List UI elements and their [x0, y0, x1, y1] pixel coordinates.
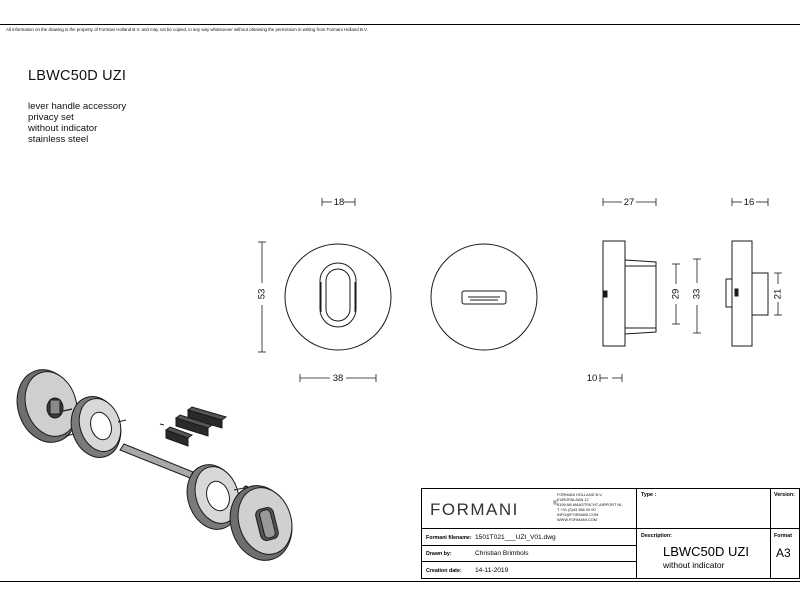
dim-small-width: 16 — [743, 197, 755, 208]
dim-side-inner-height: 29 — [670, 288, 682, 300]
creation-date-value: 14-11-2019 — [475, 567, 509, 574]
filename-value: 1501T021___UZI_V01.dwg — [475, 534, 556, 541]
format-label: Format — [774, 533, 792, 539]
description-line: lever handle accessory — [28, 101, 127, 112]
description-line: without indicator — [28, 123, 98, 134]
filename-label: Formani filename: — [426, 535, 472, 541]
dim-front-slot-width: 18 — [333, 197, 345, 208]
description-subtitle: without indicator — [663, 560, 725, 570]
dim-side-base: 10 — [586, 373, 598, 384]
format-value: A3 — [776, 546, 791, 560]
type-label: Type : — [641, 492, 657, 498]
creation-date-label: Creation date: — [426, 568, 462, 574]
company-line: EUROPALAAN 12 — [557, 497, 589, 502]
version-label: Version: — [774, 492, 795, 498]
company-line: T +31 (0)43 358 00 00 — [557, 507, 596, 512]
company-line: FORMANI HOLLAND B.V. — [557, 492, 603, 497]
dim-front-diameter: 38 — [332, 373, 344, 384]
description-line: stainless steel — [28, 134, 89, 145]
dim-side-outer-height: 33 — [691, 288, 703, 300]
description-line: privacy set — [28, 112, 74, 123]
dim-front-height: 53 — [256, 288, 268, 300]
product-title: LBWC50D UZI — [28, 68, 127, 84]
formani-logo: FORMANI — [430, 500, 519, 519]
logo-registered-mark: ® — [553, 501, 558, 507]
company-line: INFO@FORMANI.COM — [557, 512, 599, 517]
description-title: LBWC50D UZI — [663, 544, 749, 559]
copyright-notice: All information on the drawing is the property of Formani Holland B.V. and may not be copied, in any way whatsoever without obtaining the permission in writing from Formani Holland B.V. — [6, 27, 368, 32]
drawn-by-value: Christian Brimbols — [475, 550, 529, 557]
dim-side-depth: 27 — [623, 197, 635, 208]
drawn-by-label: Drawn by: — [426, 551, 452, 557]
dim-small-height: 21 — [772, 288, 784, 300]
company-line: WWW.FORMANI.COM — [557, 517, 597, 522]
company-line: 6199 AB MAASTRICHT-AIRPORT NL — [557, 502, 623, 507]
description-label: Description: — [641, 533, 672, 539]
